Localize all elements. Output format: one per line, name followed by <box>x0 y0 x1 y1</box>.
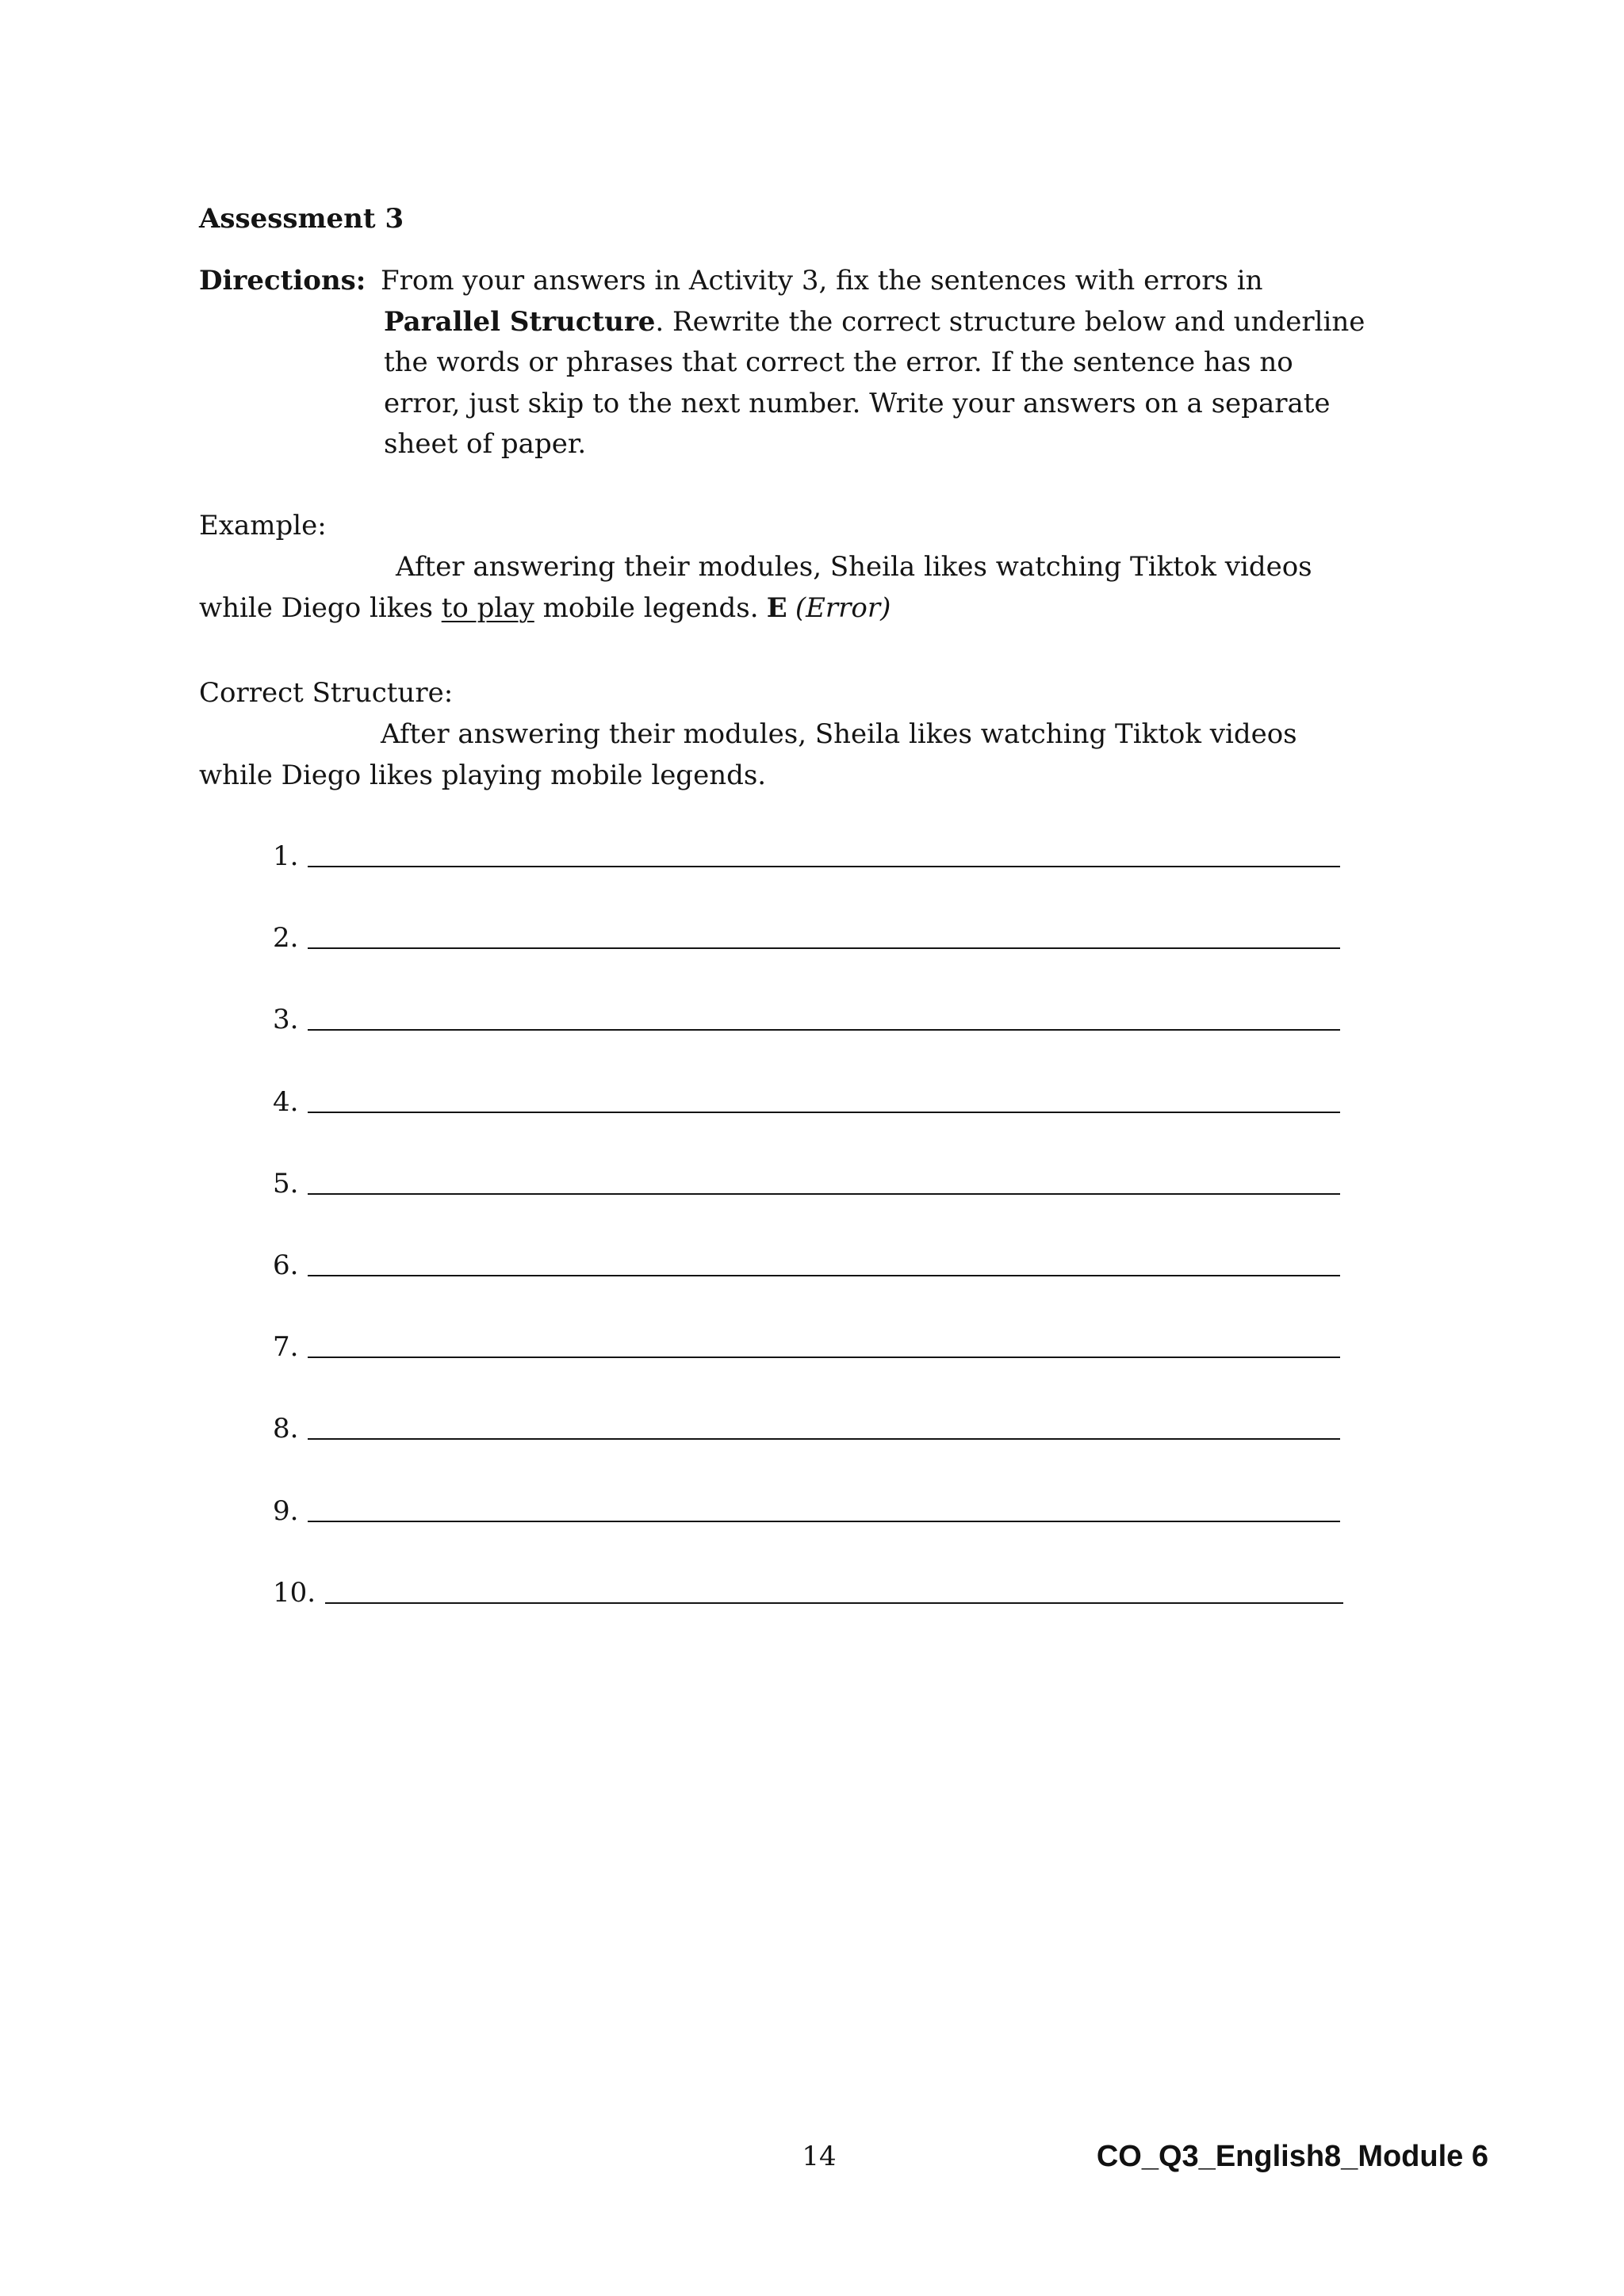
example-label: Example: <box>199 510 327 541</box>
answer-number: 10. <box>273 1577 316 1609</box>
answer-blank-line <box>308 1112 1340 1113</box>
directions-label: Directions: <box>199 265 366 297</box>
module-code: CO_Q3_English8_Module 6 <box>1096 2140 1488 2173</box>
answer-number: 2. <box>273 922 299 954</box>
answer-number: 5. <box>273 1168 299 1200</box>
example-underlined-phrase: to play <box>441 592 534 624</box>
correct-structure-line-2: while Diego likes playing mobile legends. <box>199 760 767 791</box>
page-number: 14 <box>802 2141 837 2172</box>
directions-line-2-text: . Rewrite the correct structure below and underline <box>655 306 1365 338</box>
answer-blank-line <box>308 1193 1340 1195</box>
answer-row <box>273 918 1340 959</box>
answer-row <box>273 1327 1340 1368</box>
directions-line-4: error, just skip to the next number. Write your answers on a separate <box>384 388 1331 419</box>
answer-blank-line <box>308 1438 1340 1440</box>
answer-blank-line <box>308 947 1340 949</box>
answer-number: 7. <box>273 1331 299 1363</box>
answer-row <box>273 836 1340 878</box>
directions-line-3: the words or phrases that correct the error. If the sentence has no <box>384 346 1293 378</box>
answer-blank-line <box>325 1602 1343 1604</box>
example-line-2-prefix: while Diego likes <box>199 592 442 624</box>
example-line-1: After answering their modules, Sheila likes watching Tiktok videos <box>396 551 1312 583</box>
answer-blank-line <box>308 1521 1340 1522</box>
directions-line-1: From your answers in Activity 3, fix the sentences with errors in <box>381 265 1263 297</box>
correct-structure-line-1: After answering their modules, Sheila likes watching Tiktok videos <box>381 718 1297 750</box>
example-error-mark: E <box>766 592 787 624</box>
answer-row <box>273 1409 1340 1450</box>
directions-line-2 <box>384 302 1365 343</box>
answer-row <box>273 1573 1343 1614</box>
answer-number: 6. <box>273 1249 299 1281</box>
answer-blank-line <box>308 866 1340 867</box>
assessment-title: Assessment 3 <box>199 203 404 235</box>
answer-number: 4. <box>273 1086 299 1118</box>
answer-row <box>273 1164 1340 1205</box>
answer-number: 8. <box>273 1413 299 1445</box>
answer-number: 3. <box>273 1004 299 1035</box>
example-error-note: (Error) <box>795 592 891 624</box>
example-line-2 <box>199 588 891 629</box>
answer-blank-line <box>308 1357 1340 1358</box>
answer-number: 1. <box>273 840 299 872</box>
answer-blank-line <box>308 1029 1340 1031</box>
answer-blank-line <box>308 1275 1340 1276</box>
directions-line-5: sheet of paper. <box>384 428 587 460</box>
answer-number: 9. <box>273 1495 299 1527</box>
example-line-2-suffix: mobile legends. <box>534 592 759 624</box>
answer-row <box>273 1000 1340 1041</box>
answer-row <box>273 1491 1340 1533</box>
answer-row <box>273 1082 1340 1123</box>
answer-row <box>273 1246 1340 1287</box>
correct-structure-label: Correct Structure: <box>199 677 454 709</box>
directions-bold-term: Parallel Structure <box>384 306 656 338</box>
